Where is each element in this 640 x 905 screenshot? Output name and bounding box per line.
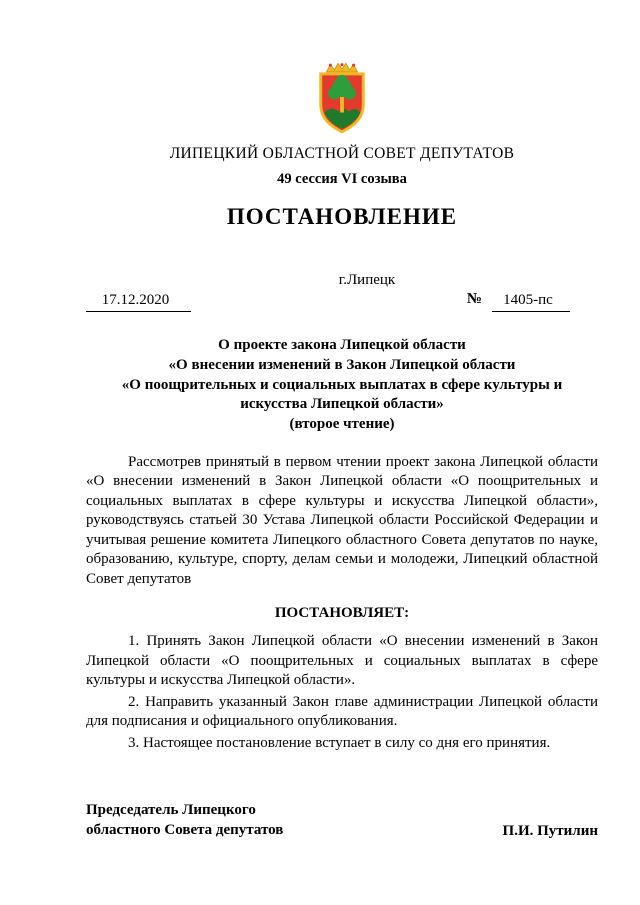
signer-position-line-2: областного Совета депутатов bbox=[86, 821, 284, 838]
title-line-1: О проекте закона Липецкой области bbox=[218, 337, 466, 353]
resolution-item-3: 3. Настоящее постановление вступает в силу со дня его принятия. bbox=[128, 734, 551, 751]
session-line: 49 сессия VI созыва bbox=[277, 171, 407, 187]
document-number-group bbox=[467, 291, 570, 312]
date-number-row bbox=[86, 291, 598, 312]
city-label: г.Липецк bbox=[338, 272, 396, 288]
resolution-item-1: 1. Принять Закон Липецкой области «О внесении изменений в Закон Липецкой области «О поощрительных и социальных выплатах в сфере культуры и искусства Липецкой области». bbox=[86, 633, 598, 689]
title-line-5: (второе чтение) bbox=[289, 416, 395, 433]
resolution-item-2: 2. Направить указанный Закон главе администрации Липецкой области для подписания и официального опубликования. bbox=[86, 693, 598, 730]
title-line-2: «О внесении изменений в Закон Липецкой области bbox=[168, 356, 516, 373]
lipetsk-coat-of-arms-icon bbox=[313, 123, 371, 140]
title-line-4: искусства Липецкой области» bbox=[240, 396, 444, 413]
organization-name: ЛИПЕЦКИЙ ОБЛАСТНОЙ СОВЕТ ДЕПУТАТОВ bbox=[169, 145, 515, 162]
emblem-container bbox=[86, 62, 598, 141]
document-date: 17.12.2020 bbox=[86, 292, 191, 312]
signer-position-line-1: Председатель Липецкого bbox=[86, 802, 256, 819]
preamble-paragraph: Рассмотрев принятый в первом чтении проект закона Липецкой области «О внесении изменений в Закон Липецкой области «О поощрительных и социальных выплатах в сфере культуры и искусства Липецкой области», руководствуясь статьей 30 Устава Липецкой области Российской Федерации и учитывая решение комитета Липецкого областного Совета депутатов по науке, образованию, культуре, спорту, делам семьи и молодежи, Липецкий областной Совет депутатов bbox=[86, 453, 598, 587]
resolves-heading: ПОСТАНОВЛЯЕТ: bbox=[274, 605, 410, 622]
number-sign-label: № bbox=[466, 291, 482, 307]
signature-block bbox=[86, 801, 598, 840]
document-number: 1405-пс bbox=[492, 292, 570, 312]
resolution-items bbox=[86, 632, 598, 753]
signer-position bbox=[86, 801, 283, 840]
title-line-3: «О поощрительных и социальных выплатах в сфере культуры и bbox=[121, 376, 563, 393]
document-title bbox=[86, 336, 598, 435]
signer-name: П.И. Путилин bbox=[502, 823, 598, 840]
document-type-heading: ПОСТАНОВЛЕНИЕ bbox=[226, 204, 458, 229]
